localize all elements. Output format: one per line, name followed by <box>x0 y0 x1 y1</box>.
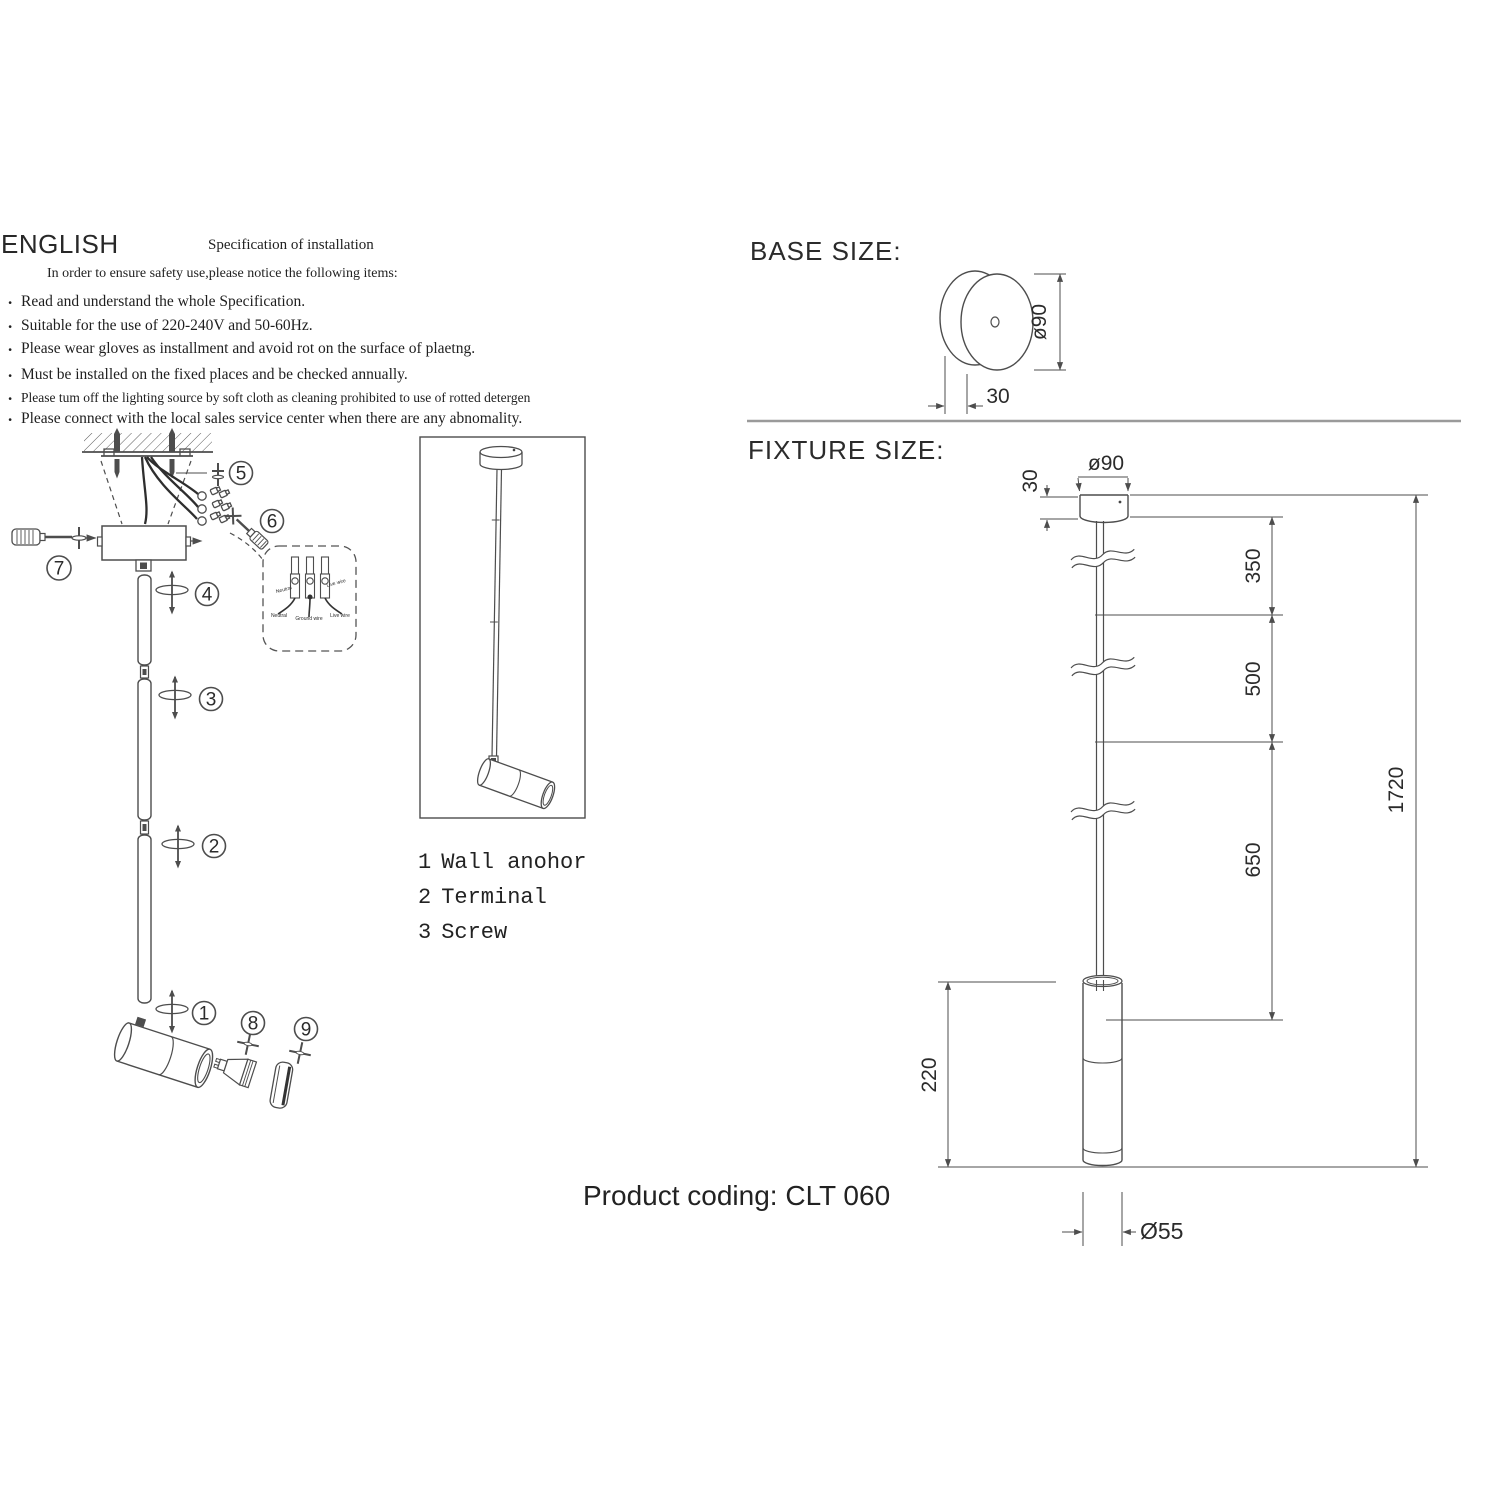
instruction-text: Read and understand the whole Specification. <box>21 293 306 310</box>
callout-2: 2 <box>208 836 220 858</box>
screw-washer-icon <box>156 571 188 615</box>
rod-segment-3-label: 650 <box>1242 842 1265 878</box>
head-diameter-label: Ø55 <box>1140 1218 1184 1244</box>
anchor-bolt-icon <box>169 428 175 452</box>
screw-washer-icon <box>159 676 191 720</box>
screw-icon <box>115 459 120 479</box>
callout-3: 3 <box>205 689 217 711</box>
bullet-dot: . <box>8 313 13 332</box>
screwdriver-icon <box>12 527 96 549</box>
mounting-plate <box>101 449 193 479</box>
canopy-diameter-label: ø90 <box>1087 452 1125 475</box>
callout-9: 9 <box>300 1019 312 1041</box>
assembled-fixture-figure <box>420 437 585 818</box>
legend-num: 2 <box>418 885 432 910</box>
lens-icon <box>269 1061 294 1109</box>
legend-label: Wall anohor <box>441 850 587 875</box>
junction-box <box>98 526 203 571</box>
terminal-detail-box <box>263 546 356 651</box>
callout-5: 5 <box>235 463 247 485</box>
callout-8: 8 <box>247 1013 259 1035</box>
ceiling <box>82 428 213 452</box>
legend-label: Terminal <box>441 885 547 910</box>
product-coding: Product coding: CLT 060 <box>583 1180 891 1211</box>
bullet-dot: . <box>8 289 13 308</box>
callout-6: 6 <box>266 511 278 533</box>
legend-label: Screw <box>441 920 508 945</box>
bullet-dot: . <box>8 362 13 381</box>
terminal-label-live: Live wire <box>330 613 350 619</box>
bullet-dot: . <box>8 385 13 404</box>
fixture-lamp-head <box>1083 976 1122 1166</box>
base-height-label: 30 <box>986 385 1010 408</box>
instruction-text: Please wear gloves as installment and avoid rot on the surface of plaetng. <box>21 340 476 357</box>
terminal-label-ground: Ground wire <box>295 616 323 622</box>
washer-icon <box>72 536 86 540</box>
rod-segment-2-label: 500 <box>1242 661 1265 697</box>
spec-title: Specification of installation <box>208 237 374 253</box>
anchor-bolt-icon <box>114 428 120 452</box>
instruction-text: Please connect with the local sales service center when there are any abnomality. <box>21 410 523 427</box>
bulb-icon <box>211 1050 256 1088</box>
canopy-height-label: 30 <box>1019 469 1042 493</box>
language-heading: ENGLISH <box>1 229 119 259</box>
screw-cross-icon <box>235 1031 261 1057</box>
head-height-label: 220 <box>918 1057 941 1093</box>
instruction-text: Please tum off the lighting source by soft cloth as cleaning prohibited to use of rotted detergen <box>21 390 531 405</box>
overall-height-label: 1720 <box>1385 766 1408 814</box>
rod-segment-1-label: 350 <box>1242 548 1265 584</box>
legend-num: 3 <box>418 920 432 945</box>
wire-terminals <box>198 486 232 525</box>
base-diameter-label: ø90 <box>1028 303 1051 341</box>
screw-icon <box>212 463 224 486</box>
base-size-figure <box>928 271 1066 414</box>
instructions-intro: In order to ensure safety use,please notice the following items: <box>47 266 398 281</box>
bullet-dot: . <box>8 336 13 355</box>
screw-washer-icon <box>156 990 188 1034</box>
screw-cross-icon <box>287 1040 313 1066</box>
fixture-size-heading: FIXTURE SIZE: <box>748 435 945 465</box>
terminal-label-live-top: Live wire <box>325 578 347 589</box>
fixture-size-figure <box>918 452 1428 1246</box>
screw-washer-icon <box>162 825 194 869</box>
callout-4: 4 <box>201 584 213 606</box>
callout-1: 1 <box>198 1003 210 1025</box>
base-size-heading: BASE SIZE: <box>750 236 902 266</box>
fixture-dimensions <box>938 477 1428 1246</box>
legend-num: 1 <box>418 850 432 875</box>
callout-7: 7 <box>53 558 65 580</box>
rod-sections <box>138 575 151 1003</box>
terminal-label-neutral-top: Neutral <box>275 585 293 596</box>
instruction-text: Suitable for the use of 220-240V and 50-60Hz. <box>21 317 313 334</box>
bullet-dot: . <box>8 406 13 425</box>
instruction-text: Must be installed on the fixed places and be checked annually. <box>21 366 408 383</box>
terminal-label-neutral: Neutral <box>270 613 288 619</box>
